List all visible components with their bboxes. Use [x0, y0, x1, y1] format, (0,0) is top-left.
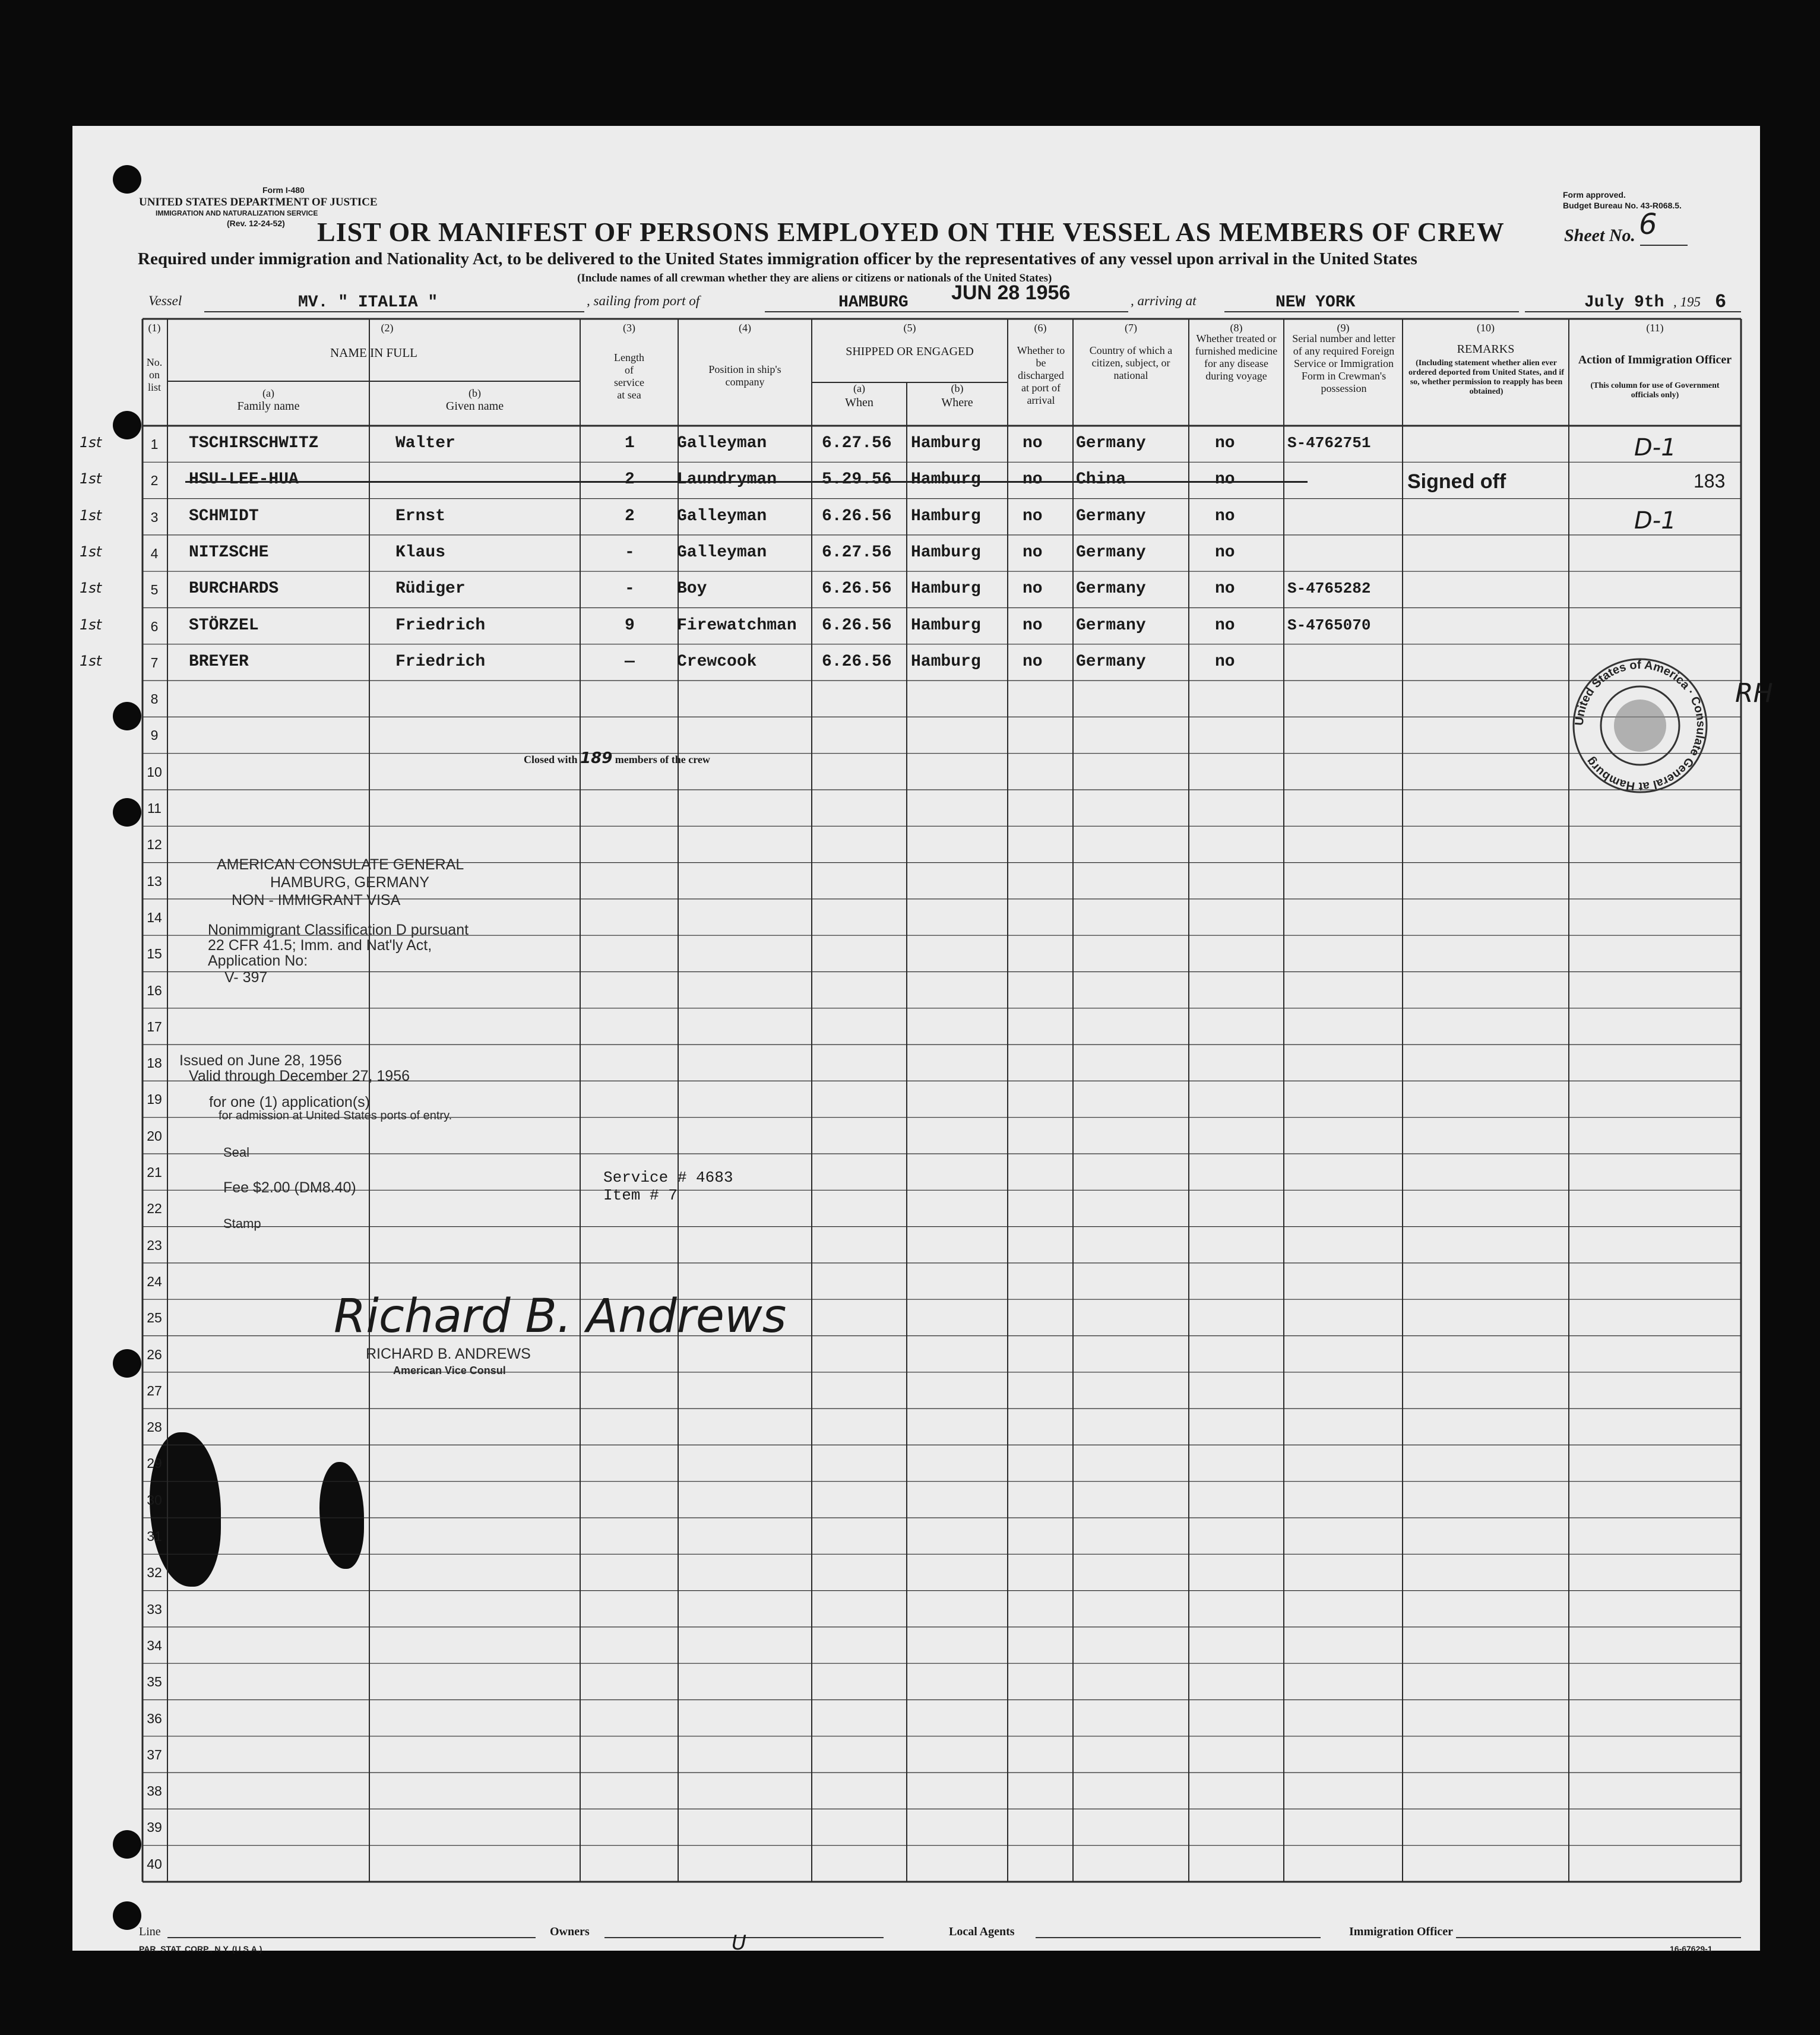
crew-discharged: no — [1023, 434, 1043, 452]
crew-service-length: 1 — [625, 434, 635, 452]
crew-shipped-when: 5.29.56 — [822, 470, 892, 489]
crew-discharged: no — [1023, 652, 1043, 671]
row-number: 22 — [147, 1201, 162, 1217]
arrival-date: July 9th — [1584, 293, 1664, 312]
row-number: 39 — [147, 1819, 162, 1835]
crew-family-name: TSCHIRSCHWITZ — [189, 434, 319, 452]
col2-header: NAME IN FULL — [330, 346, 417, 360]
row-number: 16 — [147, 982, 162, 998]
col2b-header: Given name — [445, 400, 504, 413]
crew-mark: 1st — [80, 580, 102, 597]
crew-shipped-where: Hamburg — [911, 434, 981, 452]
crew-country: Germany — [1076, 616, 1146, 635]
col1-number: (1) — [148, 322, 161, 334]
col4-number: (4) — [739, 322, 751, 334]
row-number: 23 — [147, 1237, 162, 1253]
col5b-number: (b) — [951, 382, 964, 394]
crew-shipped-when: 6.26.56 — [822, 652, 892, 671]
printer-credit: PAR. STAT. CORP., N.Y. (U.S.A.) — [139, 1944, 262, 1954]
row-number: 33 — [147, 1601, 162, 1617]
col8-number: (8) — [1230, 322, 1243, 334]
col2a-header: Family name — [237, 400, 300, 413]
crew-serial-number: S-4765070 — [1287, 616, 1371, 634]
departure-port: HAMBURG — [838, 293, 909, 312]
date-stamp: JUN 28 1956 — [951, 281, 1071, 304]
crew-family-name: BURCHARDS — [189, 580, 279, 599]
crew-given-name: Klaus — [395, 543, 446, 562]
sheet-number: 6 — [1639, 208, 1657, 241]
row-number: 37 — [147, 1746, 162, 1762]
crew-service-length: 2 — [625, 470, 635, 489]
item-number: Item # 7 — [603, 1186, 678, 1204]
footer-officer-label: Immigration Officer — [1349, 1925, 1453, 1938]
row-number: 10 — [147, 764, 162, 780]
crew-service-length: — — [625, 652, 635, 671]
crew-mark: 1st — [80, 470, 102, 488]
footer-scribble: U — [732, 1931, 746, 1955]
seal-text: United States of America · Consulate General at Hamburg — [1572, 658, 1708, 793]
crew-position: Galleyman — [677, 543, 767, 562]
crew-service-length: 2 — [625, 507, 635, 526]
footer-agents-label: Local Agents — [949, 1925, 1015, 1938]
crew-immigration-action: D-1 — [1634, 507, 1676, 534]
crew-discharged: no — [1023, 507, 1043, 526]
col2-number: (2) — [381, 322, 394, 334]
crew-shipped-when: 6.26.56 — [822, 580, 892, 599]
crew-shipped-when: 6.26.56 — [822, 507, 892, 526]
crew-mark: 1st — [80, 652, 102, 669]
footer-officer-blank — [1456, 1937, 1741, 1938]
closed-count: 189 — [580, 749, 613, 767]
row-number: 27 — [147, 1382, 162, 1398]
col5-header: SHIPPED OR ENGAGED — [846, 345, 974, 358]
crew-immigration-action: D-1 — [1634, 434, 1676, 461]
approval-line-2: Budget Bureau No. 43-R068.5. — [1563, 201, 1682, 210]
crew-treated: no — [1215, 507, 1235, 526]
crew-serial-number: S-4762751 — [1287, 434, 1371, 452]
crew-shipped-where: Hamburg — [911, 470, 981, 489]
col6-header: Whether to be discharged at port of arrival — [1017, 344, 1065, 406]
col11-number: (11) — [1646, 322, 1664, 334]
row-number: 8 — [150, 691, 159, 707]
row-number: 4 — [150, 545, 159, 561]
crew-family-name: STÖRZEL — [189, 616, 259, 635]
crew-treated: no — [1215, 543, 1235, 562]
strike-through — [185, 481, 1308, 483]
crew-treated: no — [1215, 616, 1235, 635]
visa-fee: Fee $2.00 (DM8.40) — [223, 1179, 356, 1196]
col7-number: (7) — [1125, 322, 1137, 334]
row-number: 12 — [147, 837, 162, 853]
row-number: 21 — [147, 1164, 162, 1180]
visa-stamp-line-3: NON - IMMIGRANT VISA — [232, 892, 401, 909]
row-number: 28 — [147, 1419, 162, 1435]
crew-family-name: HSU-LEE-HUA — [189, 470, 299, 489]
crew-service-length: - — [625, 543, 635, 562]
crew-position: Boy — [677, 580, 707, 599]
visa-stamp-label: Stamp — [223, 1216, 261, 1231]
col4-header: Position in ship's company — [708, 363, 781, 388]
crew-given-name: Friedrich — [395, 616, 486, 635]
footer-line-blank — [167, 1937, 536, 1938]
col5b-header: Where — [941, 396, 973, 409]
service-name: IMMIGRATION AND NATURALIZATION SERVICE — [156, 209, 318, 217]
visa-admission: for admission at United States ports of entry. — [219, 1109, 452, 1122]
row-number: 9 — [150, 727, 159, 743]
col10-note: (Including statement whether alien ever ordered deported from United States, and if so, whether permission to reapply has been obtained) — [1408, 359, 1564, 396]
row-number: 18 — [147, 1055, 162, 1071]
col9-header: Serial number and letter of any required Foreign Service or Immigration Form in Crewman's possession — [1292, 333, 1395, 394]
crew-immigration-action: 183 — [1694, 470, 1726, 492]
crew-country: Germany — [1076, 507, 1146, 526]
crew-position: Firewatchman — [677, 616, 797, 635]
visa-application-number: V- 397 — [224, 969, 268, 986]
row-number: 35 — [147, 1674, 162, 1690]
year-suffix: 6 — [1715, 291, 1727, 313]
crew-shipped-when: 6.26.56 — [822, 616, 892, 635]
crew-mark: 1st — [80, 434, 102, 451]
page-title: LIST OR MANIFEST OF PERSONS EMPLOYED ON THE VESSEL AS MEMBERS OF CREW — [317, 217, 1505, 247]
row-number: 29 — [147, 1455, 162, 1471]
visa-stamp-line-2: HAMBURG, GERMANY — [270, 874, 430, 891]
col5a-header: When — [845, 396, 873, 409]
crew-shipped-where: Hamburg — [911, 543, 981, 562]
visa-stamp-line-4: Nonimmigrant Classification D pursuant — [208, 922, 469, 938]
row-number: 36 — [147, 1710, 162, 1726]
row-number: 40 — [147, 1856, 162, 1872]
crew-shipped-where: Hamburg — [911, 507, 981, 526]
officer-initials: RH — [1735, 678, 1773, 708]
row-number: 15 — [147, 946, 162, 962]
col6-number: (6) — [1034, 322, 1047, 334]
crew-position: Galleyman — [677, 434, 767, 452]
row-number: 7 — [150, 654, 159, 670]
crew-treated: no — [1215, 434, 1235, 452]
closed-line — [524, 749, 710, 767]
col5-number: (5) — [903, 322, 916, 334]
crew-shipped-where: Hamburg — [911, 580, 981, 599]
consul-name: RICHARD B. ANDREWS — [366, 1346, 531, 1362]
crew-country: Germany — [1076, 434, 1146, 452]
visa-applications: for one (1) application(s) — [209, 1094, 370, 1110]
visa-issued: Issued on June 28, 1956 — [179, 1052, 342, 1069]
closed-suffix: members of the crew — [615, 754, 710, 765]
crew-given-name: Ernst — [395, 507, 446, 526]
crew-shipped-where: Hamburg — [911, 616, 981, 635]
row-number: 17 — [147, 1018, 162, 1034]
crew-family-name: SCHMIDT — [189, 507, 259, 526]
year-prefix: , 195 — [1673, 295, 1701, 309]
crew-discharged: no — [1023, 616, 1043, 635]
visa-seal-label: Seal — [223, 1145, 250, 1160]
crew-mark: 1st — [80, 616, 102, 633]
col1-header: No. on list — [146, 356, 163, 393]
crew-shipped-when: 6.27.56 — [822, 434, 892, 452]
row-number: 3 — [150, 509, 159, 525]
crew-given-name: Friedrich — [395, 652, 486, 671]
crew-given-name: Walter — [395, 434, 455, 452]
col5a-number: (a) — [853, 382, 865, 394]
crew-serial-number: S-4765282 — [1287, 580, 1371, 598]
col2a-number: (a) — [262, 387, 274, 399]
closed-prefix: Closed with — [524, 754, 578, 765]
destination-port: NEW YORK — [1275, 293, 1356, 312]
consul-title: American Vice Consul — [393, 1365, 506, 1376]
row-number: 31 — [147, 1528, 162, 1544]
crew-country: Germany — [1076, 652, 1146, 671]
crew-remarks: Signed off — [1407, 470, 1506, 493]
row-number: 30 — [147, 1492, 162, 1508]
vessel-label: Vessel — [148, 293, 182, 308]
crew-country: Germany — [1076, 543, 1146, 562]
col8-header: Whether treated or furnished medicine for any disease during voyage — [1195, 333, 1278, 382]
footer-agents-blank — [1036, 1937, 1321, 1938]
consul-signature: Richard B. Andrews — [334, 1290, 787, 1343]
row-number: 26 — [147, 1346, 162, 1362]
row-number: 6 — [150, 618, 159, 634]
crew-country: Germany — [1076, 580, 1146, 599]
visa-stamp-line-5: 22 CFR 41.5; Imm. and Nat'ly Act, — [208, 937, 432, 954]
col7-header: Country of which a citizen, subject, or national — [1089, 344, 1173, 381]
col10-header: REMARKS — [1457, 343, 1515, 356]
footer-owners-label: Owners — [550, 1925, 590, 1938]
row-number: 38 — [147, 1783, 162, 1799]
col11-header: Action of Immigration Officer — [1578, 353, 1732, 366]
department: UNITED STATES DEPARTMENT OF JUSTICE — [139, 196, 378, 208]
row-number: 2 — [150, 473, 159, 489]
row-number: 13 — [147, 873, 162, 889]
footer-line-label: Line — [139, 1925, 161, 1938]
sheet-label: Sheet No. — [1564, 226, 1635, 245]
crew-discharged: no — [1023, 470, 1043, 489]
crew-given-name: Rüdiger — [395, 580, 466, 599]
arriving-label: , arriving at — [1131, 293, 1197, 308]
page-subtitle: Required under immigration and Nationality Act, to be delivered to the United States immigration officer by the representatives of any vessel upon arrival in the United States — [138, 249, 1417, 268]
col2b-number: (b) — [469, 387, 481, 399]
crew-position: Laundryman — [677, 470, 777, 489]
row-number: 20 — [147, 1128, 162, 1144]
row-number: 11 — [147, 800, 162, 816]
col9-number: (9) — [1337, 322, 1350, 334]
approval-line-1: Form approved. — [1563, 190, 1626, 200]
consulate-seal — [1569, 654, 1711, 797]
page-note: (Include names of all crewman whether they are aliens or citizens or nationals of the United States) — [577, 272, 1052, 284]
crew-treated: no — [1215, 652, 1235, 671]
visa-stamp-line-6: Application No: — [208, 952, 308, 969]
row-number: 24 — [147, 1273, 162, 1289]
visa-stamp-line-1: AMERICAN CONSULATE GENERAL — [217, 856, 464, 873]
col11-note: (This column for use of Government officials only) — [1590, 381, 1720, 400]
crew-shipped-where: Hamburg — [911, 652, 981, 671]
crew-family-name: NITZSCHE — [189, 543, 269, 562]
row-number: 1 — [150, 436, 159, 452]
row-number: 5 — [150, 582, 159, 598]
crew-country: China — [1076, 470, 1126, 489]
crew-position: Crewcook — [677, 652, 757, 671]
row-number: 19 — [147, 1091, 162, 1107]
row-number: 14 — [147, 909, 162, 925]
crew-discharged: no — [1023, 580, 1043, 599]
vessel-name: MV. " ITALIA " — [298, 293, 438, 312]
crew-service-length: 9 — [625, 616, 635, 635]
service-number: Service # 4683 — [603, 1169, 733, 1186]
crew-position: Galleyman — [677, 507, 767, 526]
row-number: 32 — [147, 1565, 162, 1581]
crew-service-length: - — [625, 580, 635, 599]
sailing-label: , sailing from port of — [587, 293, 700, 308]
crew-mark: 1st — [80, 543, 102, 560]
crew-discharged: no — [1023, 543, 1043, 562]
col10-number: (10) — [1477, 322, 1495, 334]
visa-valid: Valid through December 27, 1956 — [189, 1068, 410, 1084]
row-number: 34 — [147, 1637, 162, 1653]
col3-number: (3) — [623, 322, 635, 334]
crew-treated: no — [1215, 470, 1235, 489]
form-code: 16-67629-1 — [1670, 1944, 1713, 1954]
manifest-sheet — [72, 126, 1773, 1955]
form-number: Form I-480 — [262, 185, 305, 195]
revision: (Rev. 12-24-52) — [227, 219, 285, 228]
crew-mark: 1st — [80, 507, 102, 524]
crew-family-name: BREYER — [189, 652, 249, 671]
crew-treated: no — [1215, 580, 1235, 599]
crew-shipped-when: 6.27.56 — [822, 543, 892, 562]
col3-header: Length of service at sea — [614, 352, 644, 401]
row-number: 25 — [147, 1310, 162, 1326]
